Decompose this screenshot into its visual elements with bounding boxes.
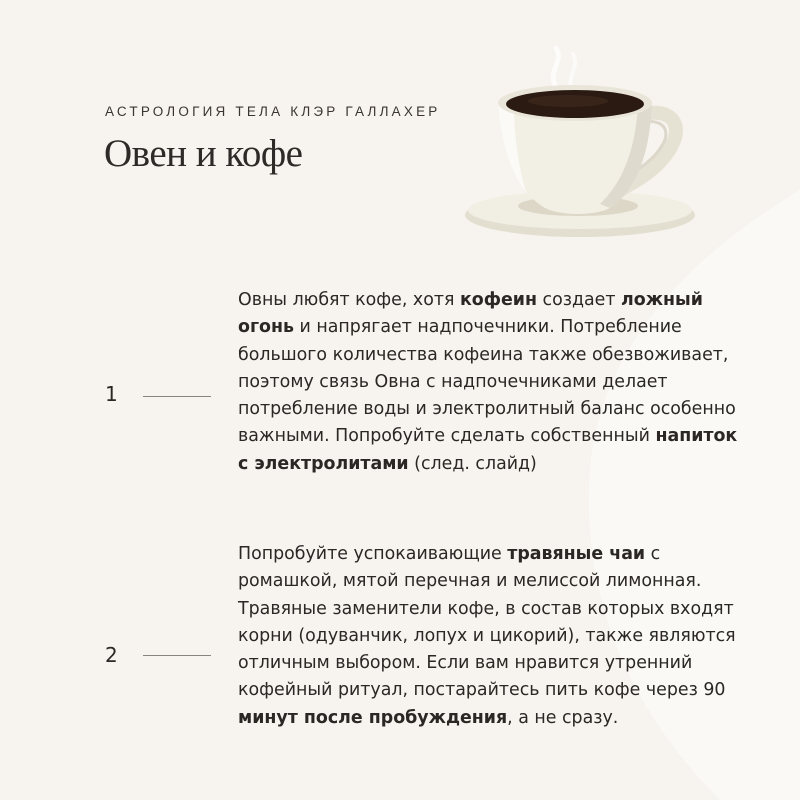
body-text: и напрягает надпочечники. Потребление большого количества кофеина также обезвоживает, поэтому связь Овна с надпочечниками делает потребление воды и электролитный баланс особенно важными. Попробуйте сделать собственный bbox=[238, 317, 736, 447]
item-text-1 bbox=[238, 287, 738, 478]
emphasis-text: минут после пробуждения bbox=[238, 707, 508, 728]
item-divider-2 bbox=[143, 655, 211, 656]
emphasis-text: кофеин bbox=[460, 290, 538, 310]
body-text: Овны любят кофе, хотя bbox=[238, 290, 460, 310]
emphasis-text: ложный огонь bbox=[238, 290, 703, 338]
item-divider-1 bbox=[143, 396, 211, 397]
page-title: Овен и кофе bbox=[104, 132, 303, 175]
item-text-2 bbox=[238, 541, 738, 732]
item-number-2: 2 bbox=[105, 643, 118, 667]
body-text: Попробуйте успокаивающие bbox=[238, 544, 508, 564]
body-text: с ромашкой, мятой перечная и мелиссой лимонная. Травяные заменители кофе, в состав которых входят корни (одуванчик, лопух и цикорий), также являются отличным выбором. Если вам нравится утренний кофейный ритуал, постарайтесь пить кофе через 90 bbox=[238, 544, 736, 701]
emphasis-text: травяные чаи bbox=[507, 544, 646, 564]
body-text: (след. слайд) bbox=[408, 453, 537, 474]
body-text: , а не сразу. bbox=[507, 707, 619, 728]
coffee-cup-icon bbox=[460, 40, 700, 250]
item-number-1: 1 bbox=[105, 382, 118, 406]
body-text: создает bbox=[537, 290, 622, 310]
emphasis-text: напиток с электролитами bbox=[238, 426, 738, 474]
series-subtitle: АСТРОЛОГИЯ ТЕЛА КЛЭР ГАЛЛАХЕР bbox=[105, 104, 441, 119]
